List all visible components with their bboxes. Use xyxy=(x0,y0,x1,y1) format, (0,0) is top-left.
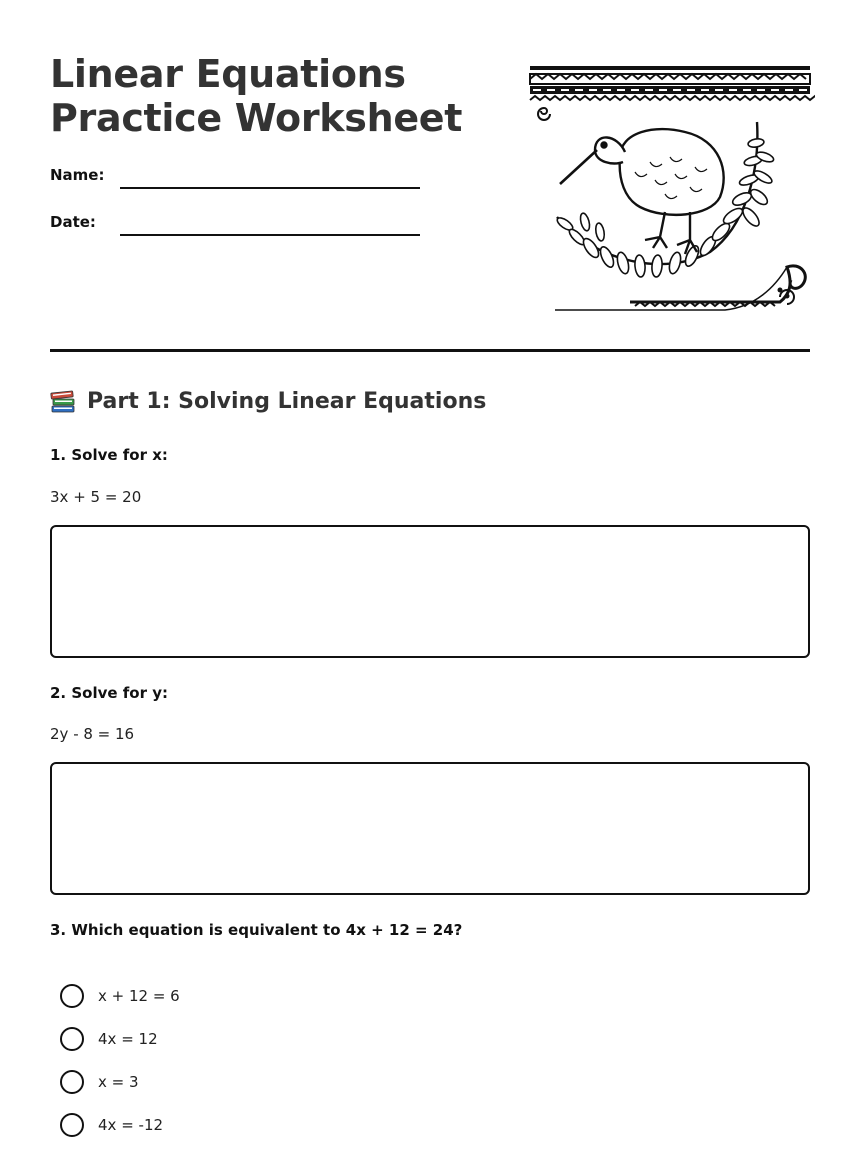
date-label: Date: xyxy=(50,213,96,231)
title-line-1: Linear Equations xyxy=(50,52,406,96)
radio-button[interactable] xyxy=(60,1027,84,1051)
header-divider xyxy=(50,349,810,352)
question-3-option-2[interactable] xyxy=(60,1027,158,1051)
pattern-border-bottom xyxy=(555,266,805,310)
section-heading-part-1 xyxy=(50,388,486,414)
name-field-line[interactable] xyxy=(120,187,420,189)
radio-button[interactable] xyxy=(60,1113,84,1137)
question-1-answer-box[interactable] xyxy=(50,525,810,658)
option-label: 4x = -12 xyxy=(98,1116,164,1134)
date-field-line[interactable] xyxy=(120,234,420,236)
kiwi-bird-fern-illustration xyxy=(525,62,815,317)
title-line-2: Practice Worksheet xyxy=(50,96,463,140)
question-3-label: 3. Which equation is equivalent to 4x + 12 = 24? xyxy=(50,921,463,939)
option-label: x + 12 = 6 xyxy=(98,987,180,1005)
option-label: x = 3 xyxy=(98,1073,139,1091)
radio-button[interactable] xyxy=(60,1070,84,1094)
name-label: Name: xyxy=(50,166,105,184)
question-3-option-1[interactable] xyxy=(60,984,180,1008)
question-2-label: 2. Solve for y: xyxy=(50,684,169,702)
question-1-equation: 3x + 5 = 20 xyxy=(50,488,142,506)
question-2-answer-box[interactable] xyxy=(50,762,810,895)
books-icon xyxy=(50,388,77,414)
worksheet-title xyxy=(50,52,462,140)
question-1-label: 1. Solve for x: xyxy=(50,446,168,464)
question-3-option-3[interactable] xyxy=(60,1070,139,1094)
question-3-option-4[interactable] xyxy=(60,1113,163,1137)
radio-button[interactable] xyxy=(60,984,84,1008)
option-label: 4x = 12 xyxy=(98,1030,158,1048)
section-title-text: Part 1: Solving Linear Equations xyxy=(87,388,487,414)
kiwi-bird xyxy=(560,129,724,254)
pattern-border-top xyxy=(530,66,815,120)
question-2-equation: 2y - 8 = 16 xyxy=(50,725,135,743)
